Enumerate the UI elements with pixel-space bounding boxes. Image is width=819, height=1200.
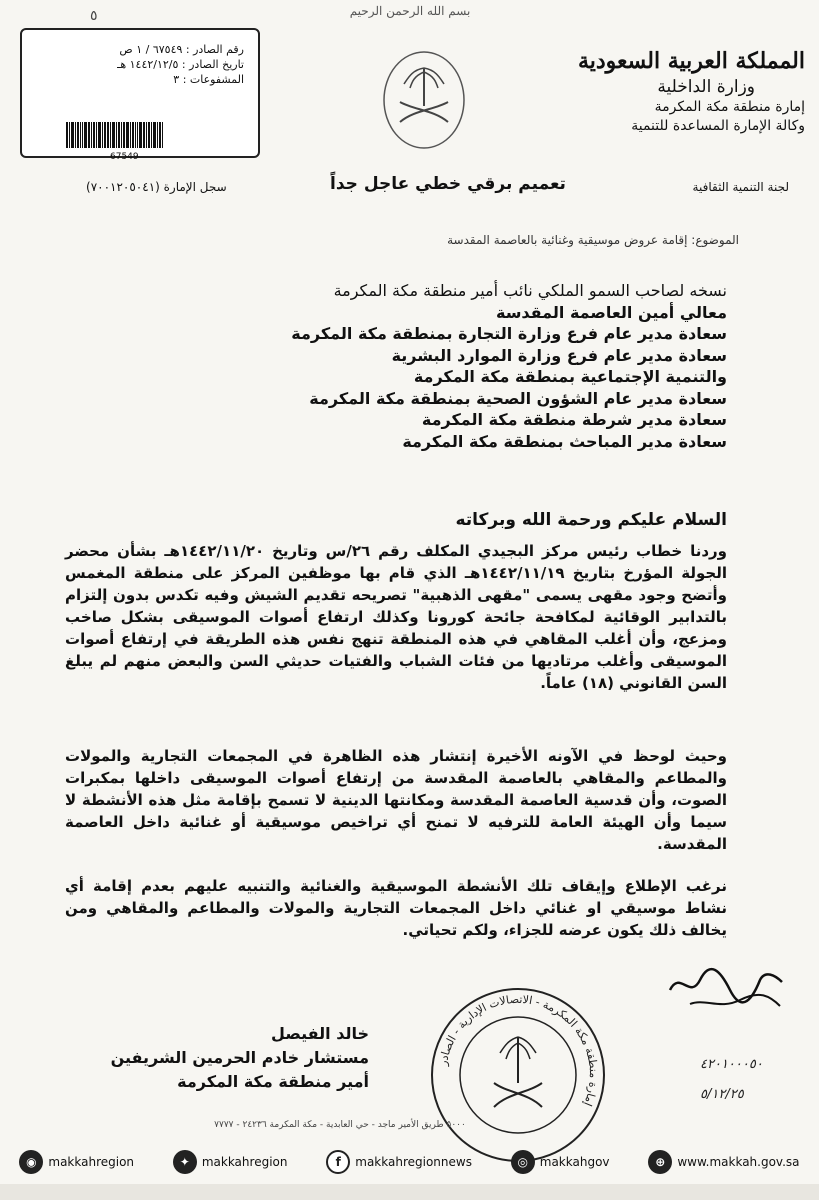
barcode	[66, 122, 184, 148]
bismillah: بسم الله الرحمن الرحيم	[349, 4, 471, 18]
body-paragraph: وردنا خطاب رئيس مركز البجيدي المكلف رقم ٢٦/س وتاريخ ١٤٤٢/١١/٢٠هـ بشأن محضر الجولة المؤرخ بتاريخ ١٤٤٢/١١/١٩هـ الذي قام بها موظفين المركز على منطقة المغمس وأتضح وجود مقهى يسمى "مقهى الذهبية" تصريحه تقديم الشيش وفيه تكدس بدون إلتزام بالتدابير الوقائية لمكافحة جائحة كورونا وكذلك ارتفاع أصوات الموسيقى بشكل صاخب ومزعج، وأن أغلب المقاهي في هذه المنطقة تنهج نفس هذه الطريقة في إرتفاع أصوات الموسيقى وأغلب مرتاديها من فئات الشباب والفتيات حديثي السن والبعض منهم لم يبلغ السن القانوني (١٨) عاماً.	[65, 542, 728, 692]
footer-snapchat[interactable]	[19, 1150, 134, 1174]
subject-line: الموضوع: إقامة عروض موسيقية وغنائية بالعاصمة المقدسة	[447, 233, 739, 247]
recipient-line: والتنمية الإجتماعية بمنطقة مكة المكرمة	[413, 367, 727, 386]
recipients-list	[207, 280, 727, 452]
circular-title: تعميم برقي خطي عاجل جداً	[330, 174, 566, 194]
seal-text: إمارة منطقة مكة المكرمة - الاتصالات الإدارية - الصادر	[436, 992, 601, 1109]
kingdom-title: المملكة العربية السعودية	[577, 48, 805, 74]
social-footer	[0, 1142, 819, 1182]
committee-label: لجنة التنمية الثقافية	[692, 180, 789, 194]
recipient-line: سعادة مدير عام الشؤون الصحية بمنطقة مكة المكرمة	[309, 388, 727, 408]
handwritten-note	[700, 1050, 810, 1110]
footer-instagram[interactable]	[511, 1150, 610, 1174]
footer-website[interactable]	[648, 1150, 799, 1174]
recipient-line: سعادة مدير شرطة منطقة مكة المكرمة	[421, 410, 727, 429]
signature	[660, 960, 790, 1018]
recipient-line: نسخه لصاحب السمو الملكي نائب أمير منطقة مكة المكرمة	[333, 281, 727, 300]
footer-label: makkahregion	[48, 1155, 135, 1169]
stamp-ref-number: رقم الصادر : ٦٧٥٤٩ / ١ ص	[119, 43, 244, 56]
ministry-title: وزارة الداخلية	[657, 77, 755, 97]
greeting: السلام عليكم ورحمة الله وبركاته	[455, 510, 727, 530]
stamp-lines	[117, 42, 244, 87]
footer-label: makkahregion	[201, 1155, 288, 1169]
top-mark: ٥	[90, 8, 98, 24]
instagram-icon: ◎	[511, 1150, 535, 1174]
ministry-header	[575, 46, 805, 136]
stamp-attachments: المشفوعات : ٣	[173, 73, 244, 86]
registry-number: سجل الإمارة (٧٠٠١٢٠٥٠٤١)	[86, 180, 227, 194]
handwritten-line: ٤٢٠١٠٠٠٥٠	[700, 1057, 763, 1072]
signer-title: أمير منطقة مكة المكرمة	[177, 1072, 369, 1091]
web-icon: ⊕	[648, 1150, 672, 1174]
facebook-icon: f	[326, 1150, 350, 1174]
body-paragraph: نرغب الإطلاع وإيقاف تلك الأنشطة الموسيقية والغنائية والتنبيه عليهم بعدم إقامة أي نشاط موسيقي او غنائي داخل المجمعات التجارية والمولات والمطاعم والمقاهي ومن يخالف ذلك يكون عرضه للجزاء، ولكم تحياتي.	[65, 877, 727, 939]
body-paragraph: وحيث لوحظ في الآونه الأخيرة إنتشار هذه الظاهرة في المجمعات التجارية والمولات والمطاعم والمقاهي بالعاصمة المقدسة من إرتفاع أصوات الموسيقى داخلها بمكبرات الصوت، وأن قدسية العاصمة المقدسة ومكانتها الدينية لا تسمح بإقامة مثل هذه الأنشطة لا سيما وأن الهيئة العامة للترفيه لا تمنح أي تراخيص موسيقية أو غنائية داخل العاصمة المقدسة.	[65, 747, 727, 853]
signer-block	[111, 1022, 369, 1094]
barcode-number: 67549	[110, 152, 139, 162]
recipient-line: سعادة مدير عام فرع وزارة الموارد البشرية	[391, 345, 727, 365]
recipient-line: سعادة مدير المباحث بمنطقة مكة المكرمة	[402, 431, 727, 451]
postal-address: ٥٠٠٠ طريق الأمير ماجد - حي العابدية - مكة المكرمة ٢٤٢٣٦ - ٧٧٧٧	[214, 1120, 466, 1130]
signer-title: مستشار خادم الحرمين الشريفين	[110, 1048, 369, 1067]
agency-title: وكالة الإمارة المساعدة للتنمية	[631, 118, 805, 134]
signer-name: خالد الفيصل	[271, 1024, 369, 1043]
recipient-line: معالي أمين العاصمة المقدسة	[495, 302, 727, 322]
footer-facebook[interactable]	[326, 1150, 472, 1174]
twitter-icon: ✦	[173, 1150, 197, 1174]
snapchat-icon: ◉	[19, 1150, 43, 1174]
handwritten-line: ٥/١٢/٢٥	[700, 1087, 744, 1102]
region-title: إمارة منطقة مكة المكرمة	[654, 99, 805, 115]
recipient-line: سعادة مدير عام فرع وزارة التجارة بمنطقة مكة المكرمة	[291, 324, 727, 343]
stamp-date: تاريخ الصادر : ١٤٤٢/١٢/٥ هـ	[117, 58, 244, 71]
bottom-strip	[0, 1184, 819, 1200]
reference-stamp	[20, 28, 260, 162]
official-seal	[428, 985, 608, 1165]
footer-label: makkahgov	[539, 1155, 610, 1169]
footer-label: makkahregionnews	[355, 1155, 472, 1169]
footer-label: www.makkah.gov.sa	[677, 1155, 800, 1169]
saudi-emblem-icon	[382, 50, 466, 150]
footer-twitter[interactable]	[173, 1150, 288, 1174]
